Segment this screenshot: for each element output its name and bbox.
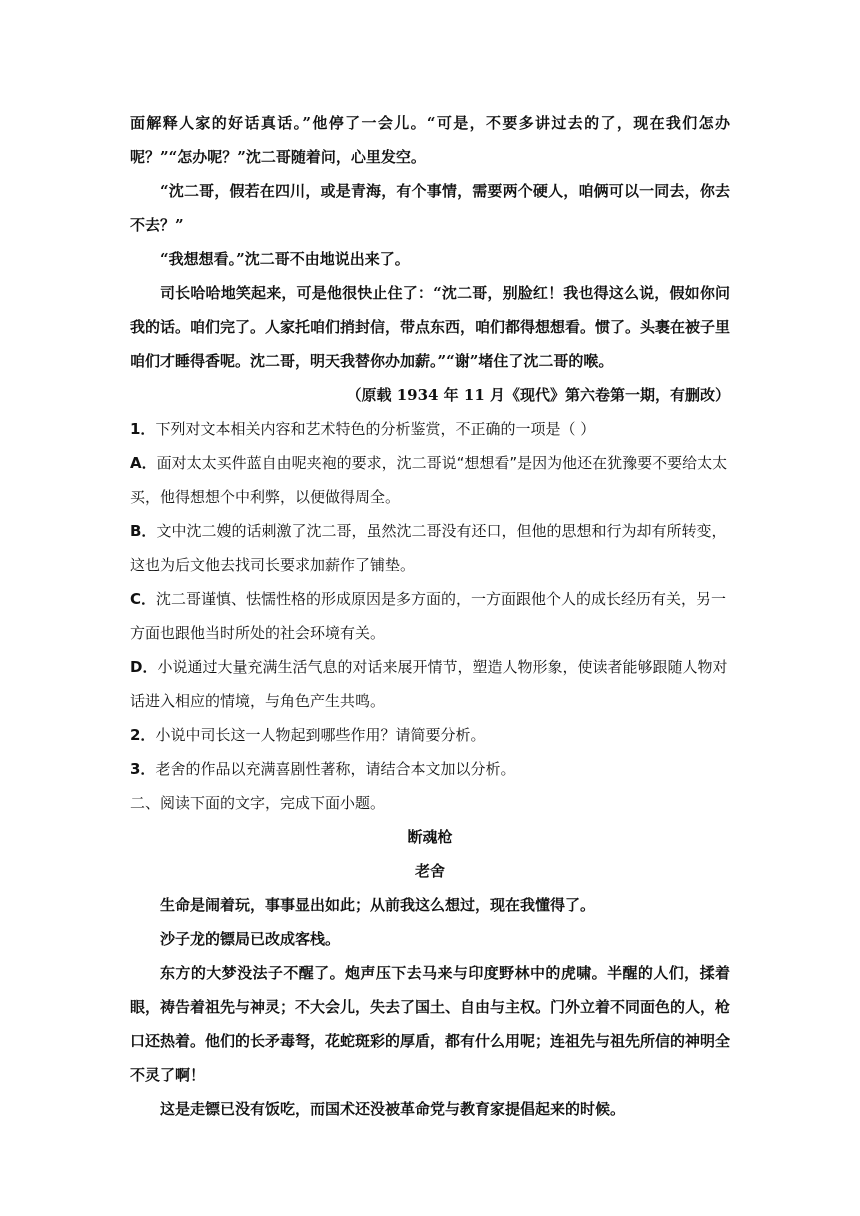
- question-2: [130, 718, 730, 752]
- story-paragraph: 生命是闹着玩，事事显出如此；从前我这么想过，现在我懂得了。: [160, 896, 596, 914]
- question-stem: 小说中司长这一人物起到哪些作用？请简要分析。: [155, 726, 486, 744]
- passage-paragraph: 面解释人家的好话真话。”他停了一会儿。“可是，不要多讲过去的了，现在我们怎办呢？”“怎办呢？”沈二哥随着问，心里发空。: [130, 114, 730, 166]
- question-stem: 老舍的作品以充满喜剧性著称，请结合本文加以分析。: [155, 760, 516, 778]
- question-number: 3．: [130, 760, 156, 778]
- question-stem: 下列对文本相关内容和艺术特色的分析鉴赏，不正确的一项是（ ）: [155, 420, 596, 438]
- passage-paragraph: 司长哈哈地笑起来，可是他很快止住了：“沈二哥，别脸红！我也得这么说，假如你问我的话。咱们完了。人家托咱们捎封信，带点东西，咱们都得想想看。惯了。头裹在被子里咱们才睡得香呢。沈二哥，明天我替你办加薪。”“谢”堵住了沈二哥的喉。: [130, 284, 731, 370]
- option-c: [130, 582, 730, 650]
- option-label: A．: [130, 454, 157, 472]
- option-a: [130, 446, 730, 514]
- story-title: 断魂枪: [407, 828, 453, 846]
- option-text: 沈二哥谨慎、怯懦性格的形成原因是多方面的，一方面跟他个人的成长经历有关，另一方面也跟他当时所处的社会环境有关。: [130, 590, 727, 642]
- source-note: （原载 1934 年 11 月《现代》第六卷第一期，有删改）: [346, 386, 730, 404]
- option-label: C．: [130, 590, 157, 608]
- passage-paragraph: “我想想看。”沈二哥不由地说出来了。: [160, 250, 410, 268]
- question-3: [130, 752, 730, 786]
- option-text: 文中沈二嫂的话刺激了沈二哥，虽然沈二哥没有还口，但他的思想和行为却有所转变，这也为后文他去找司长要求加薪作了铺垫。: [130, 522, 727, 574]
- option-label: D．: [130, 658, 158, 676]
- passage-paragraph: “沈二哥，假若在四川，或是青海，有个事情，需要两个硬人，咱俩可以一同去，你去不去？”: [130, 182, 730, 234]
- story-author: 老舍: [414, 862, 445, 880]
- question-number: 2．: [130, 726, 156, 744]
- story-paragraph: 东方的大梦没法子不醒了。炮声压下去马来与印度野林中的虎啸。半醒的人们，揉着眼，祷告着祖先与神灵；不大会儿，失去了国土、自由与主权。门外立着不同面色的人，枪口还热着。他们的长矛毒弩，花蛇斑彩的厚盾，都有什么用呢；连祖先与祖先所信的神明全不灵了啊！: [130, 964, 731, 1084]
- option-text: 面对太太买件蓝自由呢夹袍的要求，沈二哥说“想想看”是因为他还在犹豫要不要给太太买，他得想想个中利弊，以便做得周全。: [130, 454, 728, 506]
- story-paragraph: 沙子龙的镖局已改成客栈。: [160, 930, 341, 948]
- option-d: [130, 650, 730, 718]
- option-b: [130, 514, 730, 582]
- question-number: 1．: [130, 420, 156, 438]
- option-label: B．: [130, 522, 157, 540]
- section-heading: 二、阅读下面的文字，完成下面小题。: [130, 794, 386, 812]
- question-1: [130, 412, 730, 446]
- option-text: 小说通过大量充满生活气息的对话来展开情节，塑造人物形象，使读者能够跟随人物对话进入相应的情境，与角色产生共鸣。: [130, 658, 728, 710]
- story-paragraph: 这是走镖已没有饭吃，而国术还没被革命党与教育家提倡起来的时候。: [160, 1100, 626, 1118]
- document-body: [130, 106, 730, 1126]
